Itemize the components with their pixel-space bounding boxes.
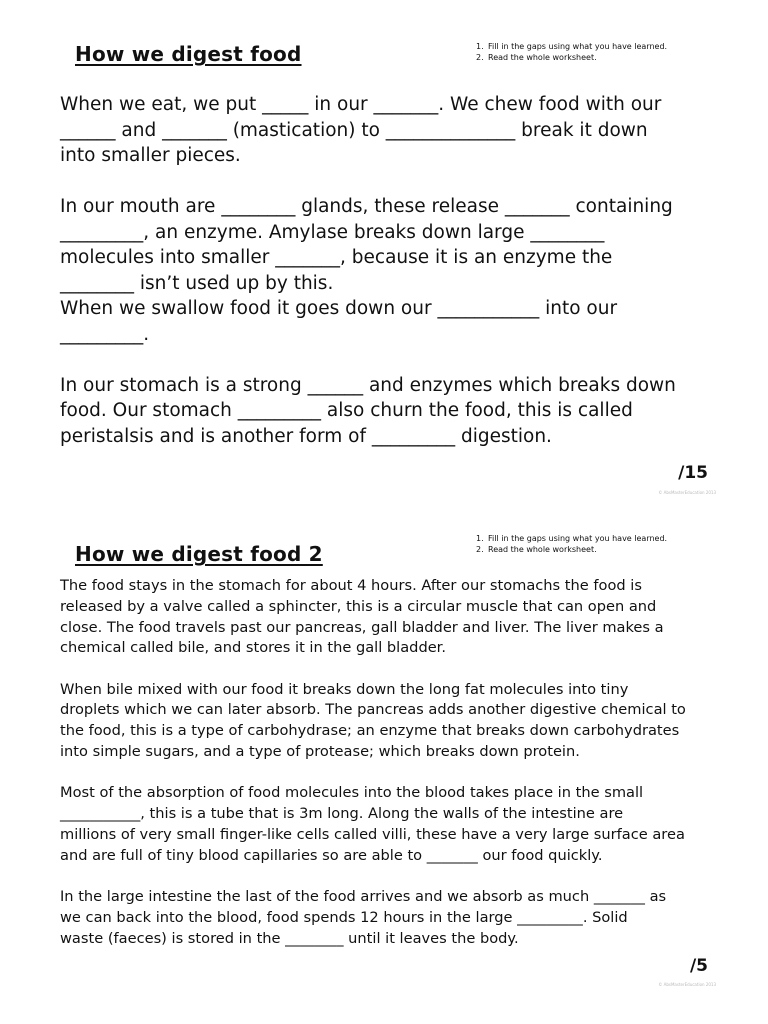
instruction-item: 1. Fill in the gaps using what you have learned. [476, 534, 668, 543]
paragraph: When we eat, we put _____ in our _______. We chew food with our ______ and _______ (mastication) to ______________ break it down into smaller pieces. [60, 94, 662, 166]
worksheet-1 [0, 0, 768, 510]
worksheet-1-title: How we digest food [75, 42, 302, 66]
paragraph: In our stomach is a strong ______ and enzymes which breaks down food. Our stomach _________ also churn the food, this is called peristalsis and is another form of _________ digestion. [60, 374, 676, 447]
instruction-item: 2. Read the whole worksheet. [476, 545, 597, 554]
worksheet-1-body [60, 92, 720, 449]
worksheet-2-body [60, 576, 720, 970]
paragraph: The food stays in the stomach for about 4 hours. After our stomachs the food is released by a valve called a sphincter, this is a circular muscle that can open and close. The food travels past our pancreas, gall bladder and liver. The liver makes a chemical called bile, and stores it in the gall bladder. [60, 577, 664, 657]
paragraph: When we swallow food it goes down our ___________ into our _________. [60, 298, 618, 345]
copyright-text: © AbsMasterEducation 2013 [658, 490, 716, 495]
copyright-text: © AbsMasterEducation 2013 [658, 982, 716, 987]
paragraph: When bile mixed with our food it breaks down the long fat molecules into tiny droplets which we can later absorb. The pancreas adds another digestive chemical to the food, this is a type of carbohydrase; an enzyme that breaks down carbohydrates into simple sugars, and a type of protease; which breaks down protein. [60, 680, 686, 761]
worksheet-2-instructions [476, 533, 667, 555]
worksheet-1-instructions [476, 41, 667, 63]
score-label: /15 [678, 463, 708, 483]
instruction-item: 2. Read the whole worksheet. [476, 53, 597, 62]
worksheet-2-title: How we digest food 2 [75, 542, 323, 566]
paragraph: In our mouth are ________ glands, these release _______ containing _________, an enzyme. Amylase breaks down large ________ molecules into smaller _______, because it is an enzyme the ________ isn’t used up by this. [60, 196, 673, 294]
paragraph: Most of the absorption of food molecules into the blood takes place in the small ___________, this is a tube that is 3m long. Along the walls of the intestine are millions of very small finger-like cells called villi, these have a very large surface area and are full of tiny blood capillaries so are able to _______ our food quickly. [60, 784, 685, 864]
paragraph: In the large intestine the last of the food arrives and we absorb as much _______ as we can back into the blood, food spends 12 hours in the large _________. Solid waste (faeces) is stored in the ________ until it leaves the body. [60, 888, 667, 947]
worksheet-2 [0, 510, 768, 1024]
instruction-item: 1. Fill in the gaps using what you have learned. [476, 42, 668, 51]
score-label: /5 [689, 956, 708, 976]
